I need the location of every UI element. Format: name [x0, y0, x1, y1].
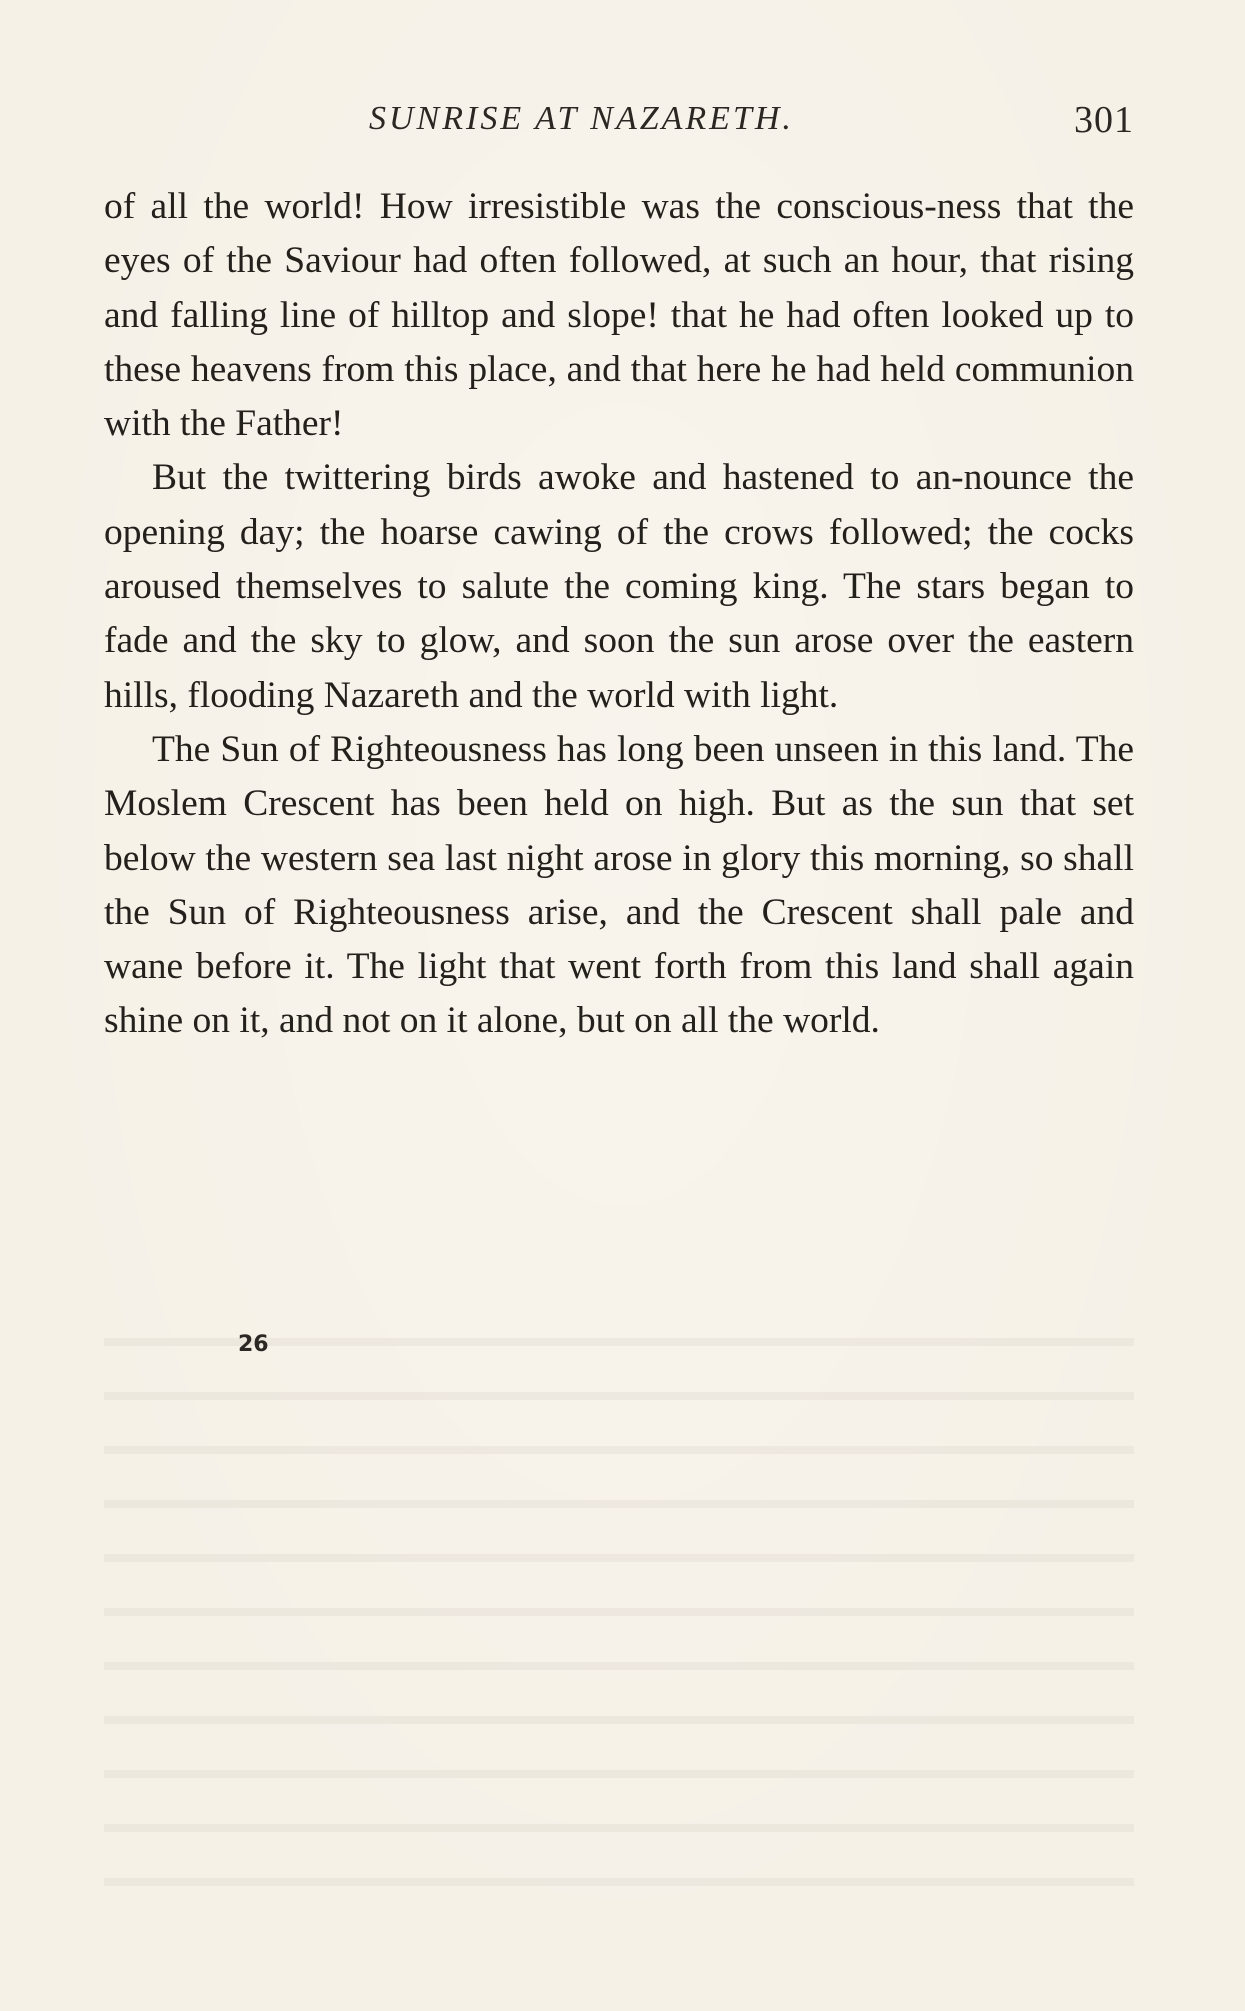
- paragraph-3: The Sun of Righteousness has long been unseen in this land. The Moslem Crescent has been held on high. But as the sun that set below the western sea last night arose in glory this morning, so shall the Sun of Righteousness arise, and the Crescent shall pale and wane before it. The light that went forth from this land shall again shine on it, and not on it alone, but on all the world.: [104, 728, 1134, 1042]
- paragraph-2: But the twittering birds awoke and hastened to an-nounce the opening day; the hoarse cawing of the crows followed; the cocks aroused themselves to salute the coming king. The stars began to fade and the sky to glow, and soon the sun arose over the eastern hills, flooding Nazareth and the world with light.: [104, 457, 1134, 716]
- body-text: [104, 180, 1134, 1049]
- show-through-texture: [104, 1300, 1134, 1920]
- paragraph-1: of all the world! How irresistible was the conscious-ness that the eyes of the Saviour had often followed, at such an hour, that rising and falling line of hilltop and slope! that he had often looked up to these heavens from this place, and that here he had held communion with the Father!: [104, 186, 1134, 445]
- page-number: 301: [1074, 99, 1134, 141]
- running-title: SUNRISE AT NAZARETH.: [369, 100, 794, 137]
- signature-mark: 26: [238, 1332, 269, 1357]
- page-header: [104, 100, 1134, 150]
